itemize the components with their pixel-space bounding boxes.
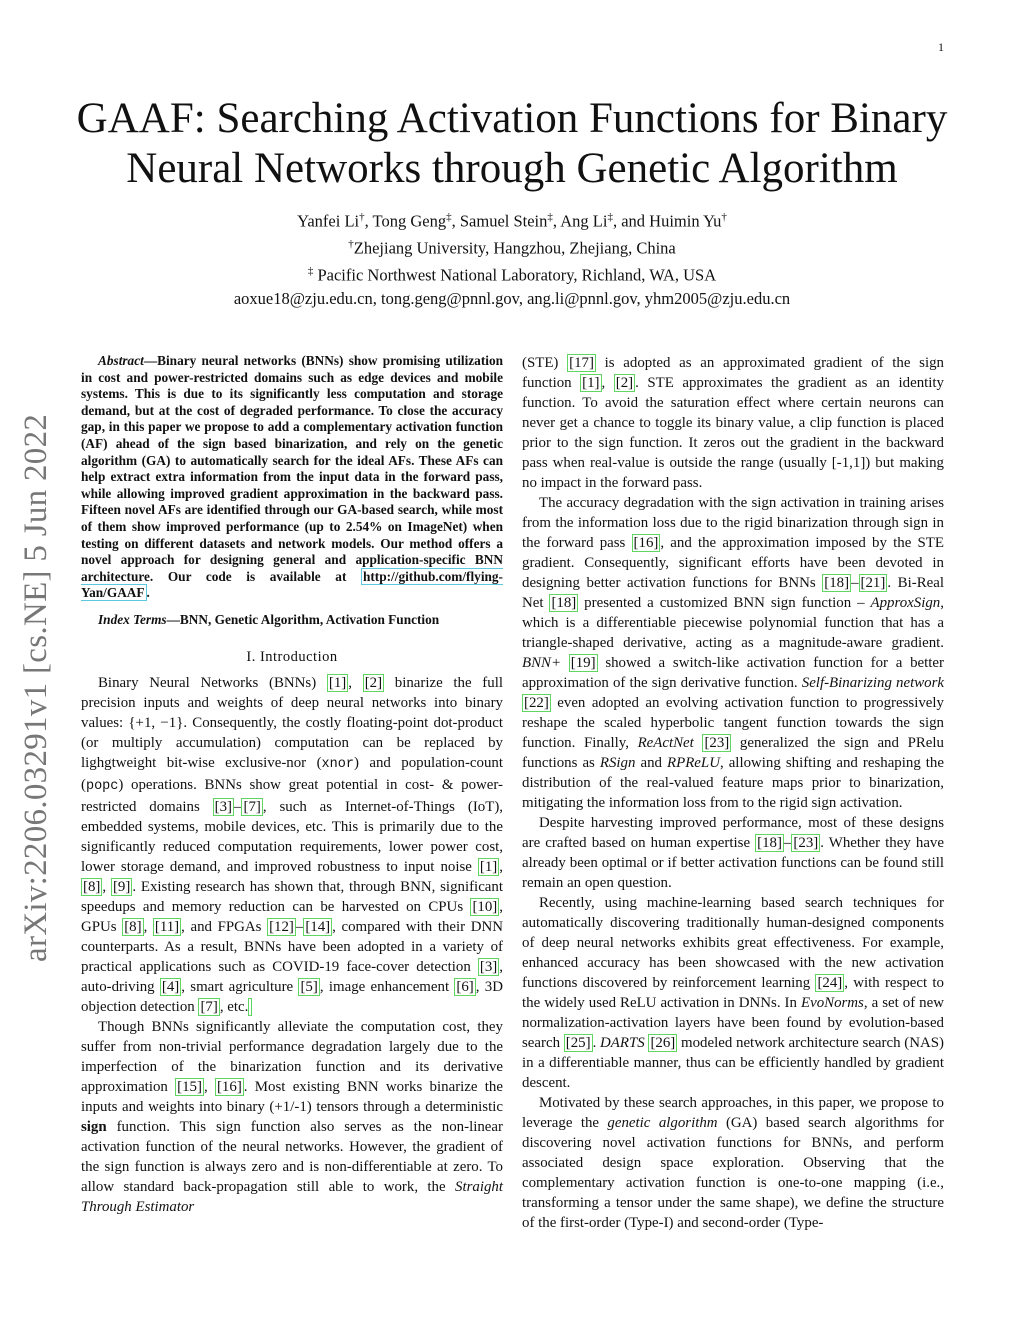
intro-paragraph-2: Though BNNs significantly alleviate the computation cost, they suffer from non-trivial performance degradation largely due to the imperfection of the binarization function and its derivative approximation [15] , [16] . Most existing BNN works binarize the inputs and weights into binary (+1/-1) tensors through a deterministic sign function. This sign function also serves as the non-linear activation function of the neural networks. However, the gradient of the sign function is always zero and is non-differentiable at zero. To allow standard back-propagation still able to work, the Straight Through Estimator xyxy=(81,1018,503,1215)
citation[interactable] xyxy=(248,998,252,1016)
paper-title xyxy=(60,94,964,194)
citation[interactable]: [9] xyxy=(112,878,131,895)
abstract: Abstract—Binary neural networks (BNNs) show promising utilization in cost and power-restricted domains such as edge devices and mobile systems. This is due to its significantly less computation and storage demand, but at the cost of degraded performance. To close the accuracy gap, in this paper we propose to add a complementary activation function (AF) ahead of the sign based binarization, and rely on the genetic algorithm (GA) to automatically search for the ideal AFs. These AFs can help extract extra information from the input data in the forward pass, while allowing improved gradient approximation in the backward pass. Fifteen novel AFs are identified through our GA-based search, while most of them show improved performance (up to 2.54% on ImageNet) when testing on different datasets and network models. Our method offers a novel approach for designing general and application-specific BNN architecture. Our code is available at http://github.com/flying-Yan/GAAF . xyxy=(81,353,503,601)
citation[interactable]: [4] xyxy=(161,978,180,995)
citation[interactable]: [16] xyxy=(216,1078,242,1095)
left-column xyxy=(81,353,503,1217)
intro-paragraph-3: (STE) [17] is adopted as an approximated gradient of the sign function [1] , [2] . STE approximates the gradient as an identity function. To avoid the saturation effect where certain neurons can never get a chance to toggle its binary value, a clip function is placed prior to the sign function. It zeros out the gradient in the backward pass when real-value is outside the range (usually [-1,1]) but making no impact in the forward pass. xyxy=(522,355,944,491)
intro-paragraph-5: Despite harvesting improved performance, most of these designs are crafted based on human expertise [18] – [23] . Whether they have already been optimal or if better activation functions can be found still remain an open question. xyxy=(522,815,944,891)
title-line-1: GAAF: Searching Activation Functions for Binary xyxy=(76,95,948,142)
author-block xyxy=(60,206,964,311)
author-emails: aoxue18@zju.edu.cn, tong.geng@pnnl.gov, ang.li@pnnl.gov, yhm2005@zju.edu.cn xyxy=(233,289,791,308)
citation[interactable]: [5] xyxy=(300,978,318,995)
citation[interactable]: [12] xyxy=(269,918,294,935)
arxiv-stamp: arXiv:2206.03291v1 [cs.NE] 5 Jun 2022 xyxy=(18,413,54,962)
citation[interactable]: [19] xyxy=(570,655,596,671)
citation[interactable]: [18] xyxy=(824,575,850,591)
citation[interactable]: [18] xyxy=(757,835,782,851)
citation[interactable]: [16] xyxy=(633,535,659,551)
code-link[interactable]: http://github.com/flying-Yan/GAAF xyxy=(81,568,503,601)
page-number: 1 xyxy=(938,40,944,54)
citation[interactable]: [3] xyxy=(479,958,498,975)
affiliation-2: ‡ Pacific Northwest National Laboratory, Richland, WA, USA xyxy=(307,265,717,285)
citation[interactable]: [23] xyxy=(704,735,730,751)
citation[interactable]: [10] xyxy=(472,898,498,915)
citation[interactable]: [1] xyxy=(479,858,498,875)
citation[interactable]: [25] xyxy=(565,1035,591,1051)
citation[interactable]: [6] xyxy=(456,978,474,995)
intro-paragraph-7: Motivated by these search approaches, in this paper, we propose to leverage the genetic algorithm (GA) based search algorithms for discovering novel activation functions for BNNs, and perform associated design space exploration. Observing that the complementary activation function is one-to-one mapping (i.e., transforming a tensor under the same shape), we define the structure of the first-order (Type-I) and second-order (Type- xyxy=(522,1095,944,1231)
index-terms: Index Terms—BNN, Genetic Algorithm, Activation Function xyxy=(98,611,440,627)
citation[interactable]: [2] xyxy=(615,375,634,391)
intro-paragraph-6: Recently, using machine-learning based search techniques for automatically discovering traditionally human-designed components of deep neural networks exhibits great effectiveness. For example, enhanced accuracy has been showcased with the new activation functions discovered by reinforcement learning [24] , with respect to the widely used ReLU activation in DNNs. In EvoNorms, a set of new normalization-activation layers have been found by evolution-based search [25] . DARTS [26] modeled network architecture search (NAS) in a differentiable manner, thus can be efficiently handled by gradient descent. xyxy=(522,895,944,1091)
section-heading-introduction: I. Introduction xyxy=(246,648,338,665)
citation[interactable]: [23] xyxy=(793,835,819,851)
citation[interactable]: [14] xyxy=(305,918,331,935)
intro-paragraph-1: Binary Neural Networks (BNNs) [1] , [2] binarize the full precision inputs and weights of deep neural networks into binary values: {+1, −1}. Consequently, the costly floating-point dot-product (or multiply accumulation) computation can be replaced by lighgtweight bit-wise exclusive-nor (xnor) and population-count (popc) operations. BNNs show great potential in cost- & power-restricted domains [3] – [7] , such as Internet-of-Things (IoT), embedded systems, mobile devices, etc. This is primarily due to the significantly reduced computation requirements, lower power cost, lower storage demand, and improved robustness to input noise [1] , [8] , [9] . Existing research has shown that, through BNN, significant speedups and memory reduction can be harvested on CPUs [10] , GPUs [8] , [11] , and FPGAs [12] – [14] , compared with their DNN counterparts. As a result, BNNs have been adopted in a variety of practical applications such as COVID-19 face-cover detection [3] , auto-driving [4] , smart agriculture [5] , image enhancement [6] , 3D objection detection [7] , etc. xyxy=(81,674,504,1015)
citation[interactable]: [8] xyxy=(124,918,142,935)
right-column xyxy=(522,353,944,1233)
intro-paragraph-4: The accuracy degradation with the sign activation in training arises from the information loss due to the rigid binarization through sign in the forward pass [16] , and the approximation imposed by the STE gradient. Consequently, significant efforts have been devoted in designing better activation functions for BNNs [18] – [21] . Bi-Real Net [18] presented a customized BNN sign function – ApproxSign, which is a differentiable piecewise polynomial function that has a triangle-shaped derivative, acting as a magnitude-aware gradient. BNN+ [19] showed a switch-like activation function for a better approximation of the sign derivative function. Self-Binarizing network [22] even adopted an evolving activation function to progressively reshape the scaled hyperbolic tangent function towards the sign function. Finally, ReActNet [23] generalized the sign and PRelu functions as RSign and RPReLU, allowing shifting and reshaping the distribution of the real-valued feature maps prior to binarization, mitigating the information loss from to the rigid sign activation. xyxy=(522,495,944,811)
citation[interactable]: [8] xyxy=(83,878,101,895)
affiliation-1: †Zhejiang University, Hangzhou, Zhejiang, China xyxy=(348,238,676,258)
citation[interactable]: [24] xyxy=(817,975,843,991)
citation[interactable]: [21] xyxy=(860,575,886,591)
citation[interactable]: [7] xyxy=(243,798,261,815)
author-names: Yanfei Li†, Tong Geng‡, Samuel Stein‡, Ang Li‡, and Huimin Yu† xyxy=(297,211,727,231)
citation[interactable]: [22] xyxy=(524,695,549,711)
citation[interactable]: [26] xyxy=(650,1035,676,1051)
citation[interactable]: [7] xyxy=(200,998,218,1015)
citation[interactable]: [1] xyxy=(328,674,347,691)
citation[interactable]: [3] xyxy=(214,798,233,815)
citation[interactable]: [11] xyxy=(154,918,180,935)
citation[interactable]: [15] xyxy=(177,1078,202,1095)
citation[interactable]: [1] xyxy=(582,375,600,391)
citation[interactable]: [2] xyxy=(364,674,383,691)
title-line-2: Neural Networks through Genetic Algorithm xyxy=(126,145,898,192)
citation[interactable]: [18] xyxy=(551,595,577,611)
citation[interactable]: [17] xyxy=(569,355,594,371)
